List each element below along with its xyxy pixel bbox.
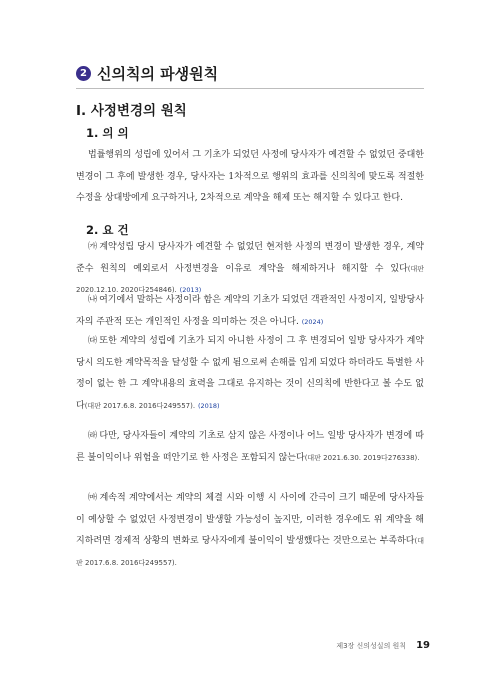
item-marker: ㈒ (88, 493, 98, 503)
item-year-tag: (2013) (179, 286, 202, 294)
section-divider (76, 88, 424, 89)
item-marker: ㈐ (88, 336, 98, 346)
item-citation: (대판 2017.6.8. 2016다249557). (76, 537, 424, 567)
item-year-tag: (2024) (301, 317, 324, 326)
section-title: 신의칙의 파생원칙 (97, 65, 219, 83)
item-text: 계속적 계약에서는 계약의 체결 시와 이행 시 사이에 간극이 크기 때문에 당사자들이 예상할 수 없었던 사정변경이 발생할 가능성이 높지만, 이러한 경우에도 위 계약을 해지하려면 경제적 상황의 변화로 당사자에게 불이익이 발생했다는 것만으로는 부족하다 (76, 493, 424, 546)
item-citation: (대판 2017.6.8. 2016다249557). (84, 401, 196, 410)
list-item (76, 290, 424, 333)
section-header (76, 63, 218, 84)
subsection-heading-meaning: 1. 의 의 (86, 126, 129, 140)
page-number: 19 (416, 640, 430, 651)
item-text: 여기에서 말하는 사정이라 함은 계약의 기초가 되었던 객관적인 사정이지, 일방당사자의 주관적 또는 개인적인 사정을 의미하는 것은 아니다. (76, 295, 424, 327)
item-year-tag: (2018) (197, 401, 220, 410)
item-marker: ㈏ (88, 295, 98, 305)
heading-principle: Ⅰ. 사정변경의 원칙 (76, 103, 187, 119)
item-text: 또한 계약의 성립에 기초가 되지 아니한 사정이 그 후 변경되어 일방 당사자가 계약 당시 의도한 계약목적을 달성할 수 없게 됨으로써 손해를 입게 되었다 하더라도 특별한 사정이 없는 한 그 계약내용의 효력을 그대로 유지하는 것이 신의칙에 반한다고 볼 수도 없다 (76, 336, 424, 411)
item-text: 다만, 당사자들이 계약의 기초로 삼지 않은 사정이나 어느 일방 당사자가 변경에 따른 불이익이나 위험을 떠안기로 한 사정은 포함되지 않는다 (76, 431, 424, 463)
list-item (76, 331, 424, 417)
list-item (76, 488, 424, 574)
item-text: 계약성립 당시 당사자가 예견할 수 없었던 현저한 사정의 변경이 발생한 경우, 계약준수 원칙의 예외로서 사정변경을 이유로 계약을 해제하거나 해지할 수 있다 (76, 242, 424, 274)
subsection-heading-requirements: 2. 요 건 (86, 223, 129, 237)
item-citation: (대판 2020.12.10. 2020다254846). (76, 264, 424, 294)
page-footer (336, 640, 430, 651)
item-marker: ㈎ (88, 242, 98, 252)
item-citation: (대판 2021.6.30. 2019다276338). (304, 453, 420, 462)
footer-chapter-title: 제3장 신의성실의 원칙 (336, 642, 407, 650)
section-number-badge: 2 (76, 66, 91, 81)
list-item (76, 426, 424, 469)
item-marker: ㈑ (88, 431, 98, 441)
meaning-paragraph: 법률행위의 성립에 있어서 그 기초가 되었던 사정에 당사자가 예견할 수 없었던 중대한 변경이 그 후에 발생한 경우, 당사자는 1차적으로 행위의 효과를 신의칙에 맞도록 적절한 수정을 상대방에게 요구하거나, 2차적으로 계약을 해제 또는 해지할 수 있다고 한다. (76, 150, 424, 203)
